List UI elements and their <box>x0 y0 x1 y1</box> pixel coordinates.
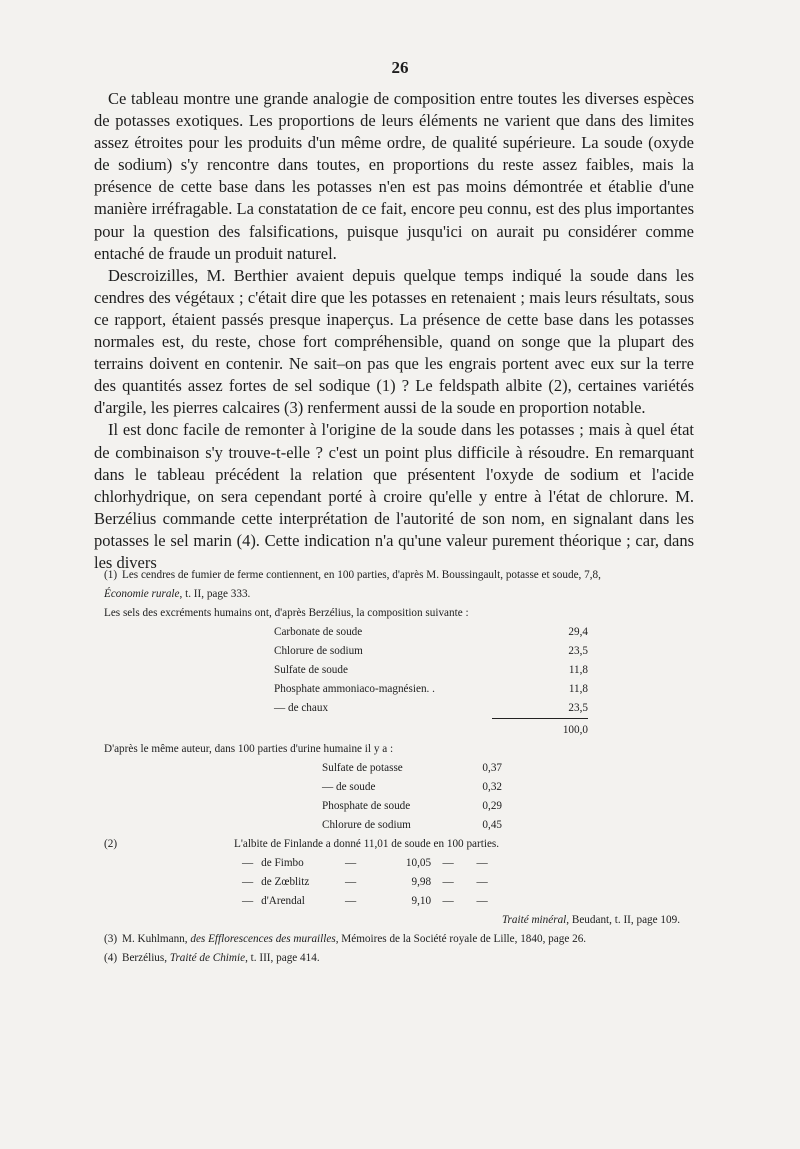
table-row <box>104 854 499 873</box>
footnote-4-source-title: Traité de Chimie <box>169 952 246 964</box>
table-row <box>274 642 588 661</box>
footnote-1-source-title: Économie rurale <box>104 588 180 600</box>
table-cell-value: 0,29 <box>482 800 502 812</box>
table-cell-label: Carbonate de soude <box>274 626 363 638</box>
table-cell-dash: — <box>241 857 254 869</box>
table-cell-value: 29,4 <box>568 626 588 638</box>
table-cell-dash: — <box>241 876 254 888</box>
table-cell-label: Phosphate de soude <box>322 800 411 812</box>
table-cell-value: 9,10 <box>411 895 432 907</box>
table-row <box>274 699 588 719</box>
table-cell-value: 0,32 <box>482 781 502 793</box>
excrements-intro: Les sels des excréments humains ont, d'après Berzélius, la composition suivante : <box>104 607 469 619</box>
table-cell-place: d'Arendal <box>261 895 305 907</box>
table-row <box>322 816 502 835</box>
urine-composition-table <box>322 759 502 835</box>
table-row <box>322 797 502 816</box>
footnote-3-prefix: M. Kuhlmann, <box>122 933 191 945</box>
table-cell-value: 11,8 <box>568 664 588 676</box>
table-row <box>274 661 588 680</box>
footnote-2-source-title: Traité minéral <box>501 914 567 926</box>
table-cell-label: Chlorure de sodium <box>322 819 411 831</box>
table-cell-label: Phosphate ammoniaco-magnésien. . <box>274 683 435 695</box>
table-cell-dash: — <box>345 895 357 907</box>
table-row <box>274 680 588 699</box>
table-cell-dash: — <box>345 857 357 869</box>
footnote-4-prefix: Berzélius, <box>122 952 170 964</box>
table-row <box>274 623 588 642</box>
footnote-3-rest: , Mémoires de la Société royale de Lille, 1840, page 26. <box>335 933 587 945</box>
table-total-row <box>274 719 588 741</box>
page-number: 26 <box>391 58 409 77</box>
table-row <box>322 759 502 778</box>
table-cell-dash: — <box>442 876 454 888</box>
footnote-4 <box>104 949 696 968</box>
albite-soda-table <box>104 835 499 911</box>
footnote-2-source-rest: , Beudant, t. II, page 109. <box>566 914 680 926</box>
table-cell-value: 10,05 <box>405 857 432 869</box>
table-cell-place: de Zœblitz <box>261 876 310 888</box>
excrements-composition-table <box>274 623 588 740</box>
table-cell-label: Sulfate de soude <box>274 664 348 676</box>
footnote-4-ref: (4) <box>104 952 118 964</box>
footnote-3-source-title: des Efflorescences des murailles <box>190 933 336 945</box>
table-cell-dash: — <box>345 876 357 888</box>
footnote-2-ref: (2) <box>104 838 118 850</box>
table-cell-value: 0,45 <box>482 819 502 831</box>
table-cell-value: 23,5 <box>568 645 588 657</box>
table-cell-label: — de chaux <box>274 702 329 715</box>
footnote-1-text: Les cendres de fumier de ferme contiennent, en 100 parties, d'après M. Boussingault, potasse et soude, 7,8, <box>122 569 601 581</box>
table-cell-dash: — <box>476 895 488 907</box>
table-row <box>322 778 502 797</box>
table-total-value: 100,0 <box>492 719 588 741</box>
paragraph-2: Descroizilles, M. Berthier avaient depuis quelque temps indiqué la soude dans les cendres des végétaux ; c'était dire que les potasses en retenaient ; mais leurs résultats, sous ce rapport, étaient passés presque inaperçus. La présence de cette base dans les potasses normales est, du reste, chose fort compréhensible, quand on songe que la plupart des terrains doivent en contenir. Ne sait–on pas que les engrais portent avec eux sur la terre des quantités assez fortes de sel sodique (1) ? Le feldspath albite (2), certaines variétés d'argile, les pierres calcaires (3) renferment aussi de la soude en proportion notable. <box>94 265 694 418</box>
table-cell-dash: — <box>442 895 454 907</box>
table-cell-label: — de soude <box>322 781 376 793</box>
footnote-2-first-line: L'albite de Finlande a donné 11,01 de soude en 100 parties. <box>234 838 500 850</box>
table-cell-dash: — <box>442 857 454 869</box>
table-cell-dash: — <box>476 876 488 888</box>
footnote-3-ref: (3) <box>104 933 118 945</box>
footnote-1 <box>104 566 696 585</box>
footnotes <box>104 566 696 968</box>
paragraph-3: Il est donc facile de remonter à l'origine de la soude dans les potasses ; mais à quel état de combinaison s'y trouve-t-elle ? c'est un point plus difficile à résoudre. En remarquant dans le tableau précédent la relation que présentent l'oxyde de sodium et l'acide chlorhydrique, on sera cependant porté à croire qu'elle y entre à l'état de chlorure. M. Berzélius commande cette interprétation de l'autorité de son nom, en signalant dans les potasses le sel marin (4). Cette indication n'a qu'une valeur purement théorique ; car, dans les divers <box>94 420 694 572</box>
footnote-1-source <box>104 585 696 604</box>
footnote-1-ref: (1) <box>104 569 118 581</box>
table-cell-value: 11,8 <box>568 683 588 695</box>
footnote-2-source <box>104 911 696 930</box>
footnote-4-rest: , t. III, page 414. <box>245 952 320 964</box>
table-cell-dash: — <box>476 857 488 869</box>
table-cell-value: 9,98 <box>411 876 432 888</box>
table-row <box>104 873 499 892</box>
table-cell-place: de Fimbo <box>261 857 304 869</box>
paragraph-1: Ce tableau montre une grande analogie de composition entre toutes les diverses espèces de potasses exotiques. Les proportions de leurs éléments ne varient que dans des limites assez étroites pour les produits d'un même ordre, de qualité supérieure. La soude (oxyde de sodium) s'y rencontre dans toutes, en proportions du reste assez faibles, mais la présence de cette base dans les potasses n'en est pas moins démontrée et établie d'une manière irréfragable. La constatation de ce fait, encore peu connu, est des plus importantes pour la question des falsifications, puisque jusqu'ici on aurait pu considérer comme entaché de fraude un produit naturel. <box>94 89 694 263</box>
table-cell-value: 23,5 <box>568 702 588 714</box>
urine-intro: D'après le même auteur, dans 100 parties d'urine humaine il y a : <box>104 743 394 755</box>
table-row <box>104 835 499 854</box>
table-cell-value: 0,37 <box>482 762 502 774</box>
table-cell-label: Chlorure de sodium <box>274 645 363 657</box>
footnote-3 <box>104 930 696 949</box>
table-cell-dash: — <box>241 895 254 907</box>
footnote-1-source-rest: , t. II, page 333. <box>179 588 251 600</box>
table-cell-label: Sulfate de potasse <box>322 762 403 774</box>
main-text <box>94 88 694 574</box>
table-row <box>104 892 499 911</box>
